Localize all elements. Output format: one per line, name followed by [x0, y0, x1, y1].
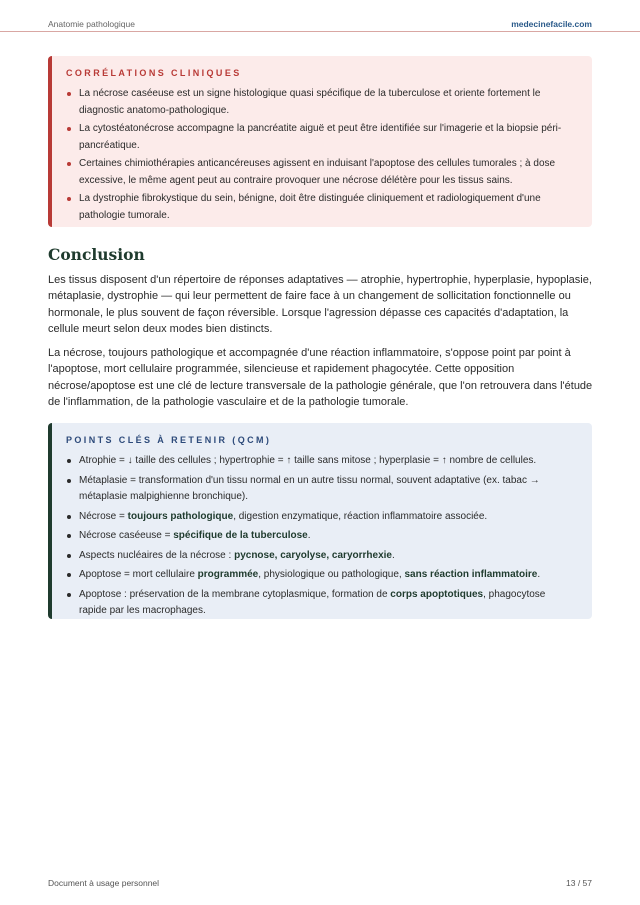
list-item: La nécrose caséeuse est un signe histologique quasi spécifique de la tuberculose et oriente fortement le diagnostic anatomo-pathologique.	[66, 86, 574, 119]
page-number: 13 / 57	[566, 878, 592, 888]
key-term: corps apoptotiques	[390, 588, 484, 600]
key-term: sans réaction inflammatoire	[404, 569, 538, 580]
bullet-icon	[67, 479, 71, 483]
conclusion-paragraph: La nécrose, toujours pathologique et accompagnée d'une réaction inflammatoire, s'oppose point par point à l'apoptose, mort cellulaire programmée, silencieuse et rapidement phagocytée. Cette opposition nécrose/apoptose est une clé de lecture transversale de la pathologie générale, que l'on retrouvera dans l'étude de l'inflammation, de la pathologie vasculaire et de la pathologie tumorale.	[48, 347, 593, 409]
clinical-correlations-box	[48, 56, 592, 227]
item-text: Métaplasie = transformation d'un tissu normal en un autre tissu normal, souvent adaptative (ex. tabac → métaplasie malpighienne bronchique).	[79, 474, 540, 502]
item-text: , physiologique ou pathologique,	[258, 569, 405, 580]
list-item	[66, 567, 574, 584]
key-term: spécifique de la tuberculose	[173, 530, 308, 541]
list-item: La dystrophie fibrokystique du sein, bénigne, doit être distinguée cliniquement et radiologiquement d'une pathologie tumorale.	[66, 191, 574, 224]
section-title: Conclusion	[48, 245, 145, 264]
item-text: Aspects nucléaires de la nécrose :	[79, 549, 235, 561]
clinical-list	[66, 86, 574, 226]
item-text: .	[537, 569, 541, 580]
bullet-icon	[67, 573, 71, 577]
key-points-list	[66, 453, 574, 619]
footer-note: Document à usage personnel	[48, 878, 160, 888]
list-item: Certaines chimiothérapies anticancéreuses agissent en induisant l'apoptose des cellules tumorales ; à dose excessive, le même agent peut au contraire provoquer une nécrose délétère pour les tissus sains.	[66, 156, 574, 189]
bullet-icon	[67, 554, 71, 558]
list-item	[66, 453, 574, 470]
bullet-icon	[67, 515, 71, 519]
item-text: , digestion enzymatique, réaction inflammatoire associée.	[233, 510, 488, 522]
header-divider	[0, 31, 640, 32]
item-text: Apoptose : préservation de la membrane cytoplasmique, formation de	[79, 588, 391, 600]
list-item	[66, 473, 574, 506]
conclusion-paragraph: Les tissus disposent d'un répertoire de réponses adaptatives — atrophie, hypertrophie, hyperplasie, hypoplasie, métaplasie, dystrophie — qui leur permettent de faire face à un changement de sollicitation fonctionnelle ou hormonale, le plus souvent de façon réversible. Lorsque l'agression dépasse ces capacités d'adaptation, la cellule meurt selon deux modes bien distincts.	[48, 274, 592, 336]
bullet-icon	[67, 162, 71, 166]
bullet-icon	[67, 92, 71, 96]
key-term: toujours pathologique	[127, 510, 234, 522]
list-item	[66, 548, 574, 565]
list-item: La cytostéatonécrose accompagne la pancréatite aiguë et peut être identifiée sur l'imagerie et la biopsie péri-pancréatique.	[66, 121, 574, 154]
page-footer	[48, 878, 592, 888]
bullet-icon	[67, 127, 71, 131]
item-text: Atrophie = ↓ taille des cellules ; hypertrophie = ↑ taille sans mitose ; hyperplasie = ↑ nombre de cellules.	[79, 455, 537, 466]
key-points-title: POINTS CLÉS À RETENIR (QCM)	[66, 435, 272, 445]
list-item	[66, 587, 574, 620]
bullet-icon	[67, 459, 71, 463]
list-item	[66, 509, 574, 526]
item-text: , phagocytose rapide par les macrophages.	[79, 588, 546, 616]
qcm-accent-bar	[48, 423, 52, 619]
bullet-icon	[67, 593, 71, 597]
key-term: programmée	[197, 569, 259, 580]
clinical-accent-bar	[48, 56, 52, 227]
site-link[interactable]: medecinefacile.com	[511, 19, 592, 29]
list-item	[66, 528, 574, 545]
item-text: Nécrose caséeuse =	[79, 530, 174, 541]
item-text: .	[307, 530, 311, 541]
item-text: Nécrose =	[79, 510, 128, 522]
bullet-icon	[67, 197, 71, 201]
key-points-box	[48, 423, 592, 619]
document-title: Anatomie pathologique	[48, 19, 135, 29]
item-text: Apoptose = mort cellulaire	[79, 569, 198, 580]
item-text: .	[391, 549, 395, 561]
clinical-box-title: CORRÉLATIONS CLINIQUES	[66, 68, 242, 78]
bullet-icon	[67, 534, 71, 538]
key-term: pycnose, caryolyse, caryorrhexie	[234, 549, 392, 561]
